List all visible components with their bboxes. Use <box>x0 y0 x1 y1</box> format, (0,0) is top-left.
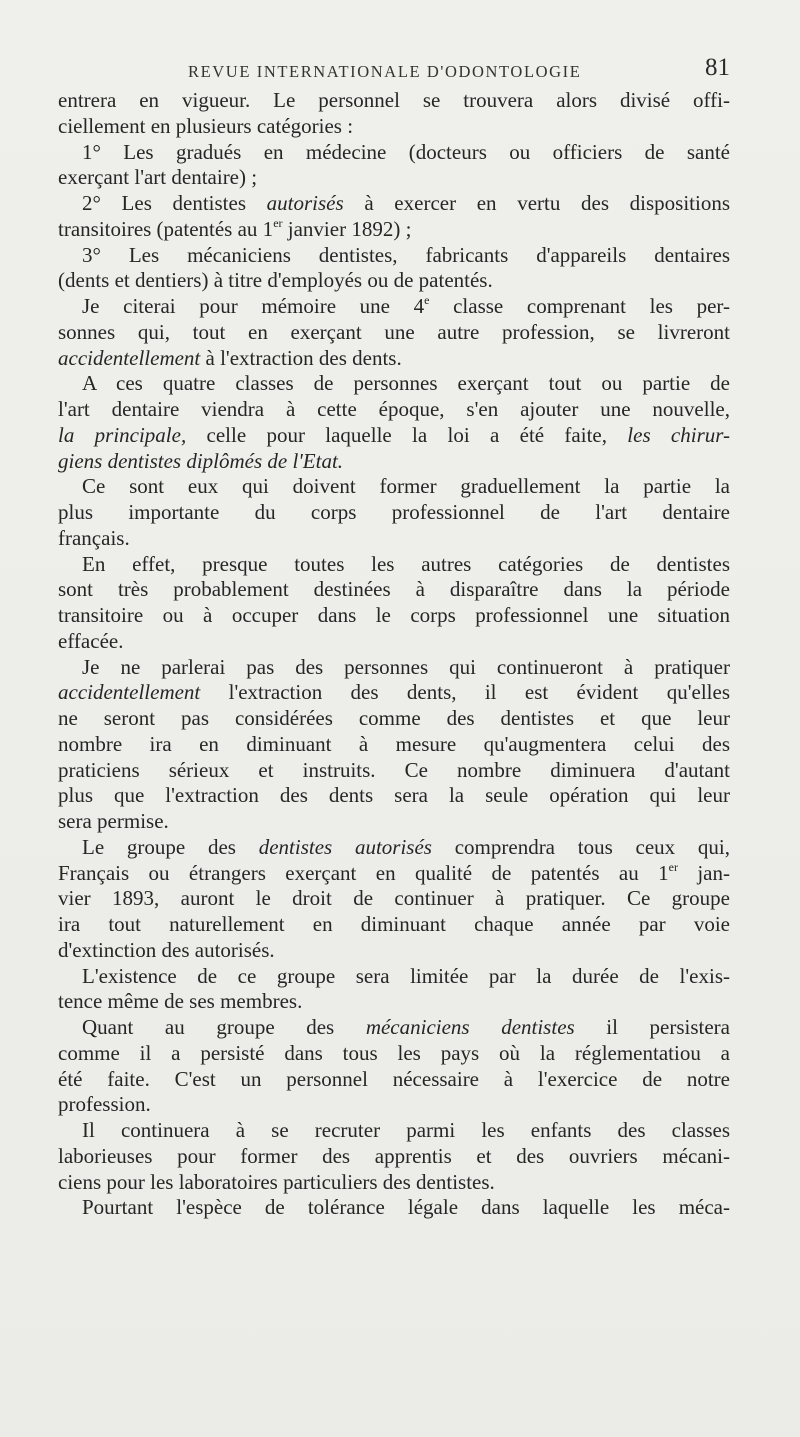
text-line: 3° Les mécaniciens dentistes, fabricants d'appareils dentaires <box>82 242 730 267</box>
running-title: REVUE INTERNATIONALE D'ODONTOLOGIE <box>188 62 582 81</box>
text-line: entrera en vigueur. Le personnel se trouvera alors divisé offi- <box>58 88 730 112</box>
text-line: ciens pour les laboratoires particuliers des dentistes. <box>58 1169 495 1194</box>
text-segment: comprendra tous ceux qui, <box>431 834 730 859</box>
text-segment: 2° Les dentistes <box>82 191 267 215</box>
text-segment: 1° Les gradués en médecine (docteurs ou officiers de santé <box>82 139 730 164</box>
text-line: sonnes qui, tout en exerçant une autre profession, se livreront <box>58 319 730 344</box>
text-line <box>58 680 730 706</box>
text-line: français. <box>58 525 130 550</box>
text-line <box>58 346 730 372</box>
text-segment: Français ou étrangers exerçant en qualité de patentés au 1 <box>58 860 669 885</box>
text-line <box>58 449 730 475</box>
italic-text: accidentellement <box>58 680 201 705</box>
text-segment: il persistera <box>574 1015 730 1039</box>
text-segment: Le groupe des <box>82 834 259 859</box>
text-segment: jan- <box>677 860 730 885</box>
body-text <box>58 88 730 1221</box>
text-line: effacée. <box>58 628 124 653</box>
text-line: sera permise. <box>58 809 169 833</box>
text-line: exerçant l'art dentaire) ; <box>58 165 258 190</box>
italic-text: accidentellement <box>58 345 201 370</box>
text-line <box>58 423 730 449</box>
text-line: Je ne parlerai pas des personnes qui continueront à pratiquer <box>82 654 730 679</box>
text-line: sont très probablement destinées à disparaître dans la période <box>58 577 730 602</box>
text-segment: à l'extraction des dents. <box>200 345 402 370</box>
italic-text: giens dentistes diplômés de l'Etat. <box>58 448 344 473</box>
text-line: Pourtant l'espèce de tolérance légale dans laquelle les méca- <box>82 1195 730 1220</box>
text-line: A ces quatre classes de personnes exerçant tout ou partie de <box>82 371 730 396</box>
text-line: vier 1893, auront le droit de continuer à pratiquer. Ce groupe <box>58 886 730 911</box>
text-line <box>58 835 730 861</box>
text-line: (dents et dentiers) à titre d'employés ou de patentés. <box>58 268 493 293</box>
text-segment: à exercer en vertu des dispositions <box>343 191 730 215</box>
text-line: ne seront pas considérées comme des dentistes et que leur <box>58 706 730 730</box>
text-line: été faite. C'est un personnel nécessaire à l'exercice de notre <box>58 1066 730 1091</box>
superscript: er <box>668 860 678 874</box>
superscript: er <box>273 216 283 230</box>
text-line: nombre ira en diminuant à mesure qu'augmentera celui des <box>58 731 730 756</box>
text-line: ciellement en plusieurs catégories : <box>58 113 354 138</box>
text-line <box>58 191 730 217</box>
text-segment: classe comprenant les per- <box>429 294 730 318</box>
text-line: Ce sont eux qui doivent former graduellement la partie la <box>82 474 730 499</box>
text-line <box>58 294 730 320</box>
text-line <box>58 1015 730 1041</box>
text-line: plus que l'extraction des dents sera la seule opération qui leur <box>58 783 730 808</box>
text-segment: l'extraction des dents, il est évident qu'elles <box>200 680 730 705</box>
italic-text: autorisés <box>266 191 344 215</box>
text-line: profession. <box>58 1092 151 1117</box>
page-number: 81 <box>705 54 730 81</box>
text-line <box>58 861 730 887</box>
text-segment: Je citerai pour mémoire une 4 <box>82 294 425 318</box>
text-line: Il continuera à se recruter parmi les enfants des classes <box>82 1118 730 1142</box>
text-line: ira tout naturellement en diminuant chaque année par voie <box>58 912 730 936</box>
italic-text: dentistes autorisés <box>258 834 432 859</box>
text-line: plus importante du corps professionnel de l'art dentaire <box>58 500 730 524</box>
superscript: e <box>424 294 430 307</box>
text-line: praticiens sérieux et instruits. Ce nombre diminuera d'autant <box>58 757 730 782</box>
text-line <box>58 140 730 166</box>
text-segment: Quant au groupe des <box>82 1015 366 1039</box>
text-line: L'existence de ce groupe sera limitée par la durée de l'exis- <box>82 963 730 988</box>
text-line: d'extinction des autorisés. <box>58 937 275 962</box>
italic-text: la principale, <box>58 422 187 447</box>
text-line: comme il a persisté dans tous les pays où la réglementatiou a <box>58 1040 730 1065</box>
text-line <box>58 217 730 243</box>
text-segment: celle pour laquelle la loi a été faite, <box>186 422 628 447</box>
text-line: laborieuses pour former des apprentis et des ouvriers mécani- <box>58 1143 730 1168</box>
text-segment: transitoires (patentés au 1 <box>58 216 274 241</box>
text-line: tence même de ses membres. <box>58 989 303 1014</box>
italic-text: les chirur- <box>627 422 730 447</box>
text-line: En effet, presque toutes les autres catégories de dentistes <box>82 551 730 576</box>
text-segment: janvier 1892) ; <box>282 216 412 241</box>
text-line: l'art dentaire viendra à cette époque, s'en ajouter une nouvelle, <box>58 397 730 421</box>
italic-text: mécaniciens dentistes <box>365 1015 575 1039</box>
page-header <box>58 52 730 88</box>
text-line: transitoire ou à occuper dans le corps professionnel une situation <box>58 603 730 627</box>
